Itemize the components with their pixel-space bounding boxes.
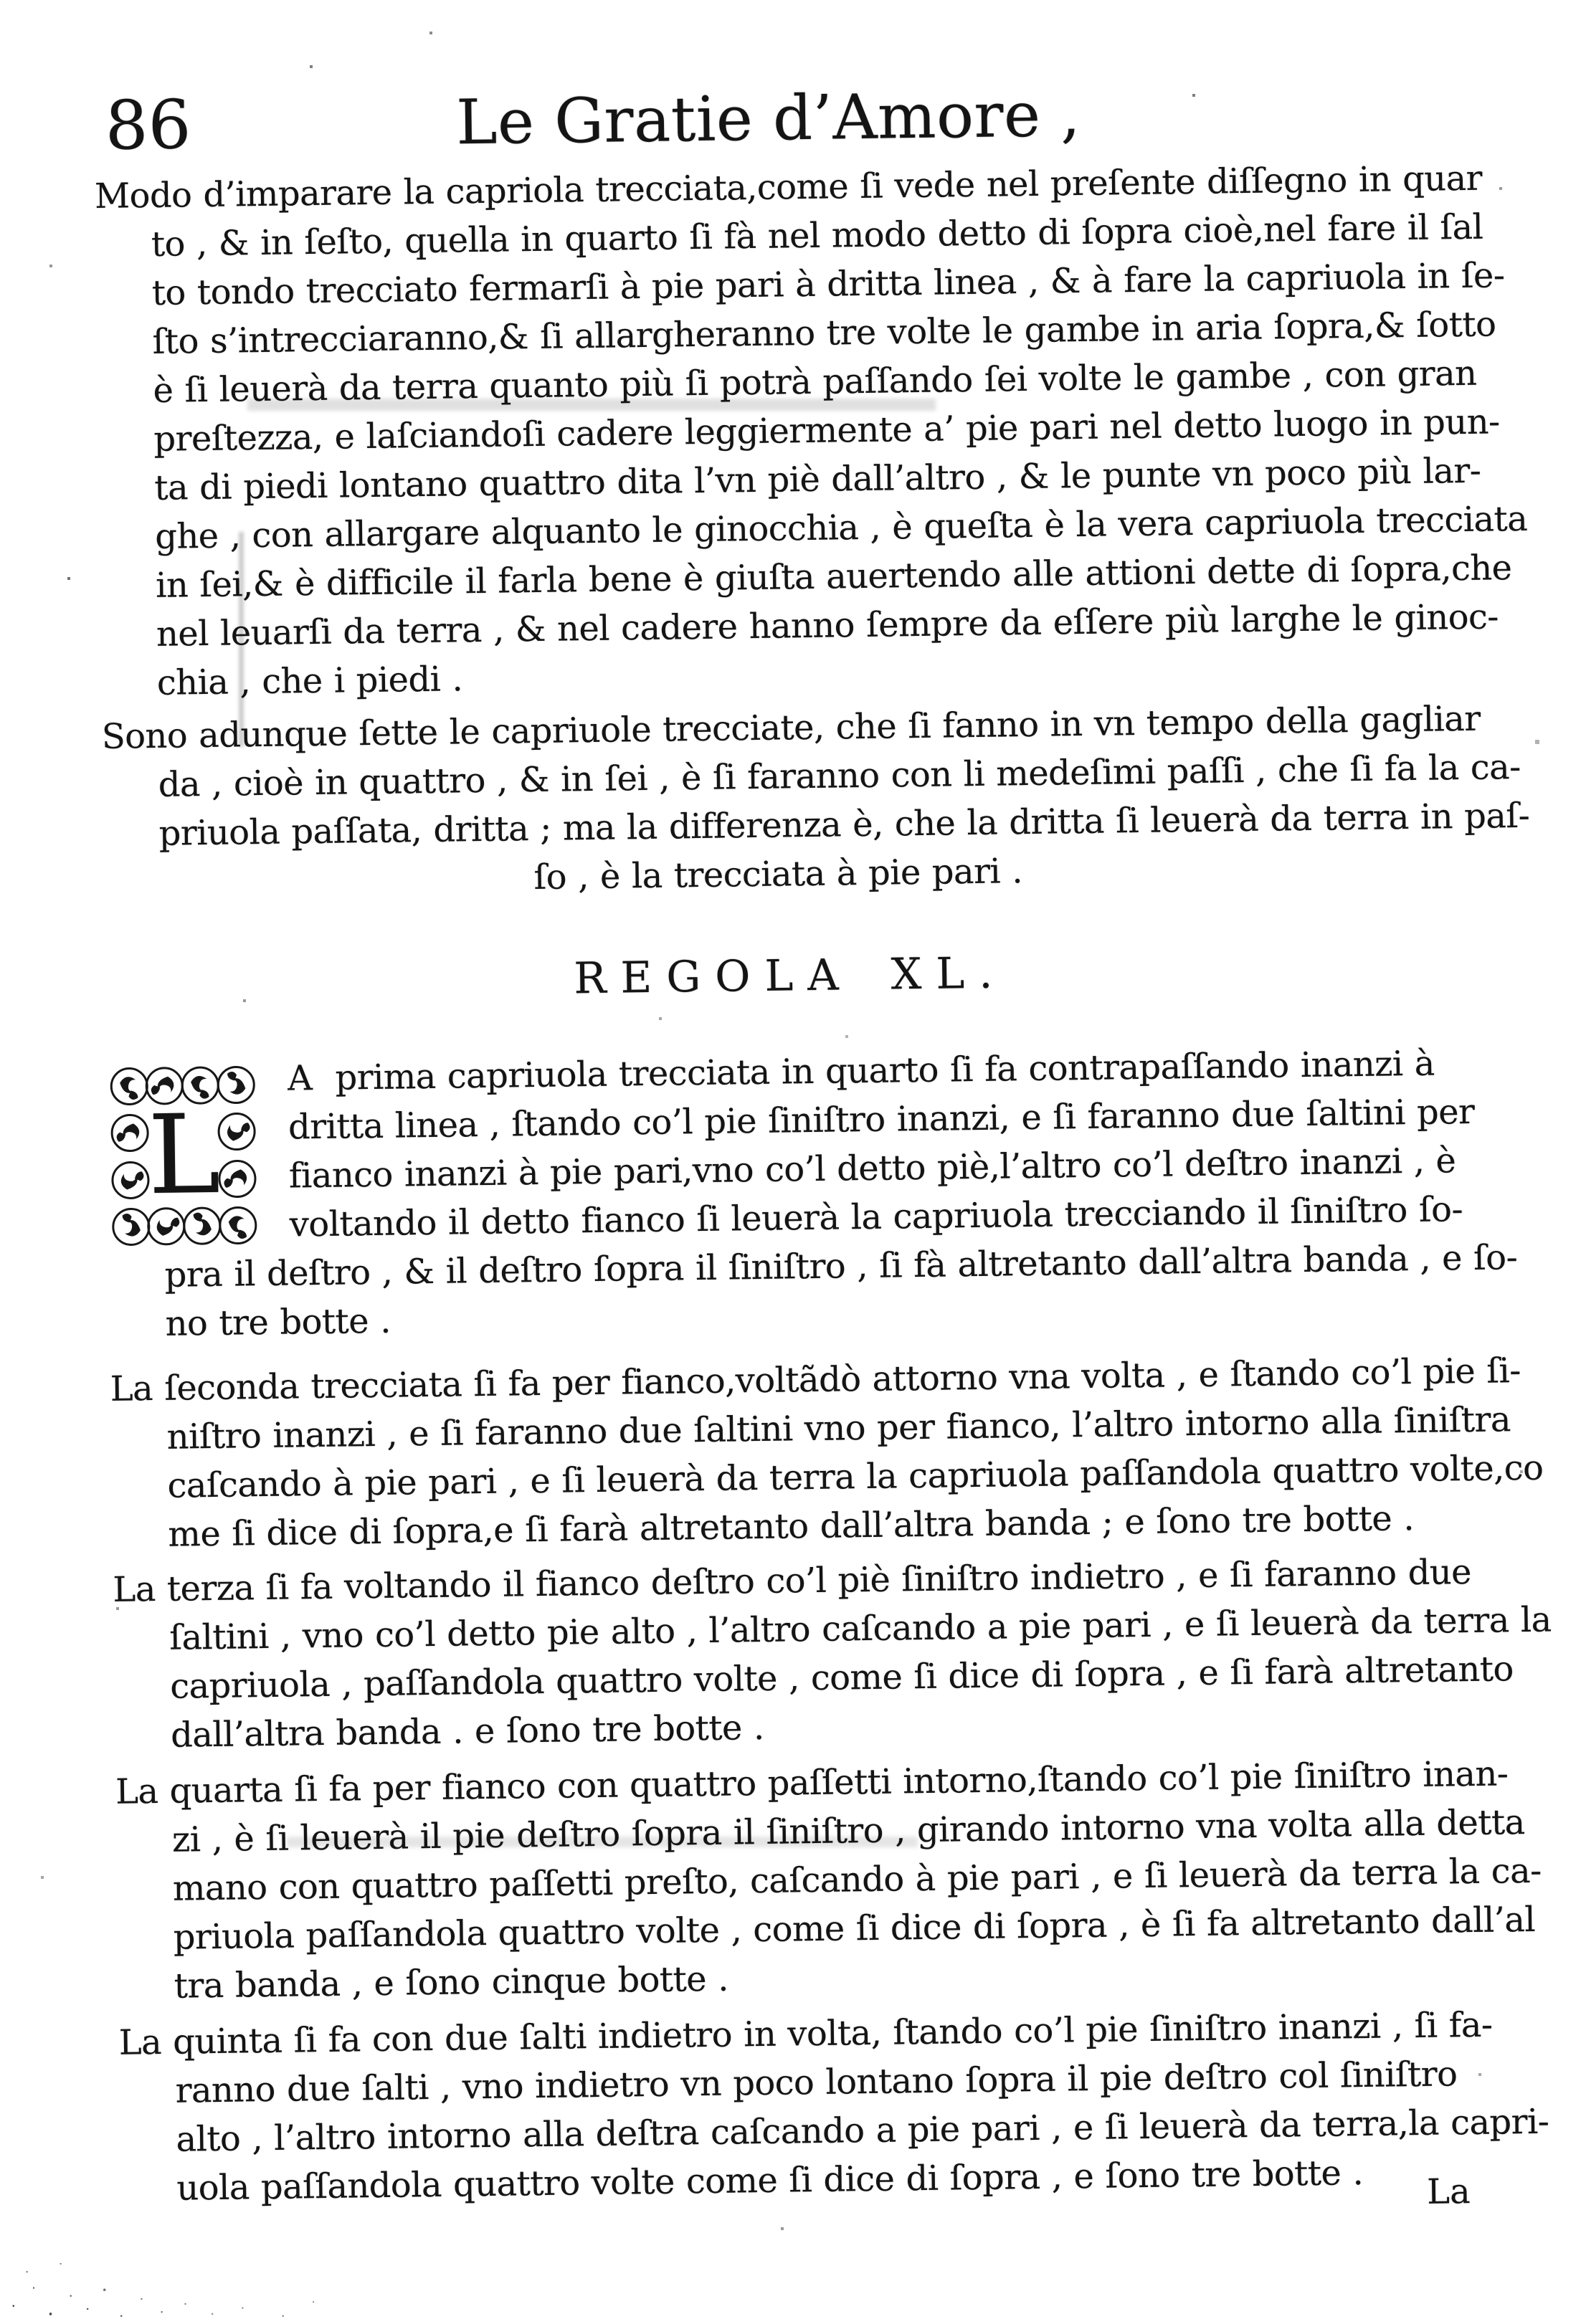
text-line: ranno due ſalti , vno indietro vn poco lontano ſopra il pie deſtro col ſiniſtro xyxy=(175,2054,1458,2111)
paragraph-quarta xyxy=(115,1749,1542,2011)
catchword: La xyxy=(1426,2171,1471,2212)
page-header xyxy=(93,67,1494,169)
paragraph-terza xyxy=(113,1547,1552,1761)
text-line: in ſei,& è difficile il farla bene è giuſta auertendo alle attioni dette di ſopra,che xyxy=(155,548,1512,606)
text-line: uola paſſandola quattro volte come ſi dice di ſopra , e ſono tre botte . xyxy=(176,2153,1364,2209)
paragraph-quinta xyxy=(118,2000,1549,2214)
text-line: priuola paſſandola quattro volte , come ſi dice di ſopra , è ſi fa altretanto dall’al xyxy=(173,1899,1536,1958)
text-line: La quarta ſi fa per fianco con quattro paſſetti intorno,ſtando co’l pie ſiniſtro inan- xyxy=(115,1753,1509,1812)
page-number: 86 xyxy=(105,86,192,166)
running-title: Le Gratie d’Amore , xyxy=(455,78,1081,159)
text-line: A prima capriuola trecciata in quarto ſi fa contrapaſſando inanzi à xyxy=(287,1043,1435,1099)
text-line: priuola paſſata, dritta ; ma la differenza è, che la dritta ſi leuerà da terra in paſ- xyxy=(158,795,1530,854)
text-line: niſtro inanzi , e ſi faranno due ſaltini vno per fianco, l’altro intorno alla ſiniſtra xyxy=(166,1399,1511,1457)
scan-noise xyxy=(0,2224,337,2324)
text-line: è ſi leuerà da terra quanto più ſi potrà paſſando ſei volte le gambe , con gran xyxy=(153,353,1477,411)
text-line: da , cioè in quattro , & in ſei , è ſi faranno con li medeſimi paſſi , che ſi fa la ca- xyxy=(158,747,1521,805)
scan-smudge xyxy=(247,399,936,411)
section-heading-regola-xl: REGOLA XL. xyxy=(573,948,1007,1004)
text-line: tra banda , e ſono cinque botte . xyxy=(174,1958,729,2006)
text-line: ghe , con allargare alquanto le ginocchia , è queſta è la vera capriuola trecciata xyxy=(154,498,1528,557)
text-line: ſto s’intrecciaranno,& ſi allargheranno tre volte le gambe in aria ſopra,& ſotto xyxy=(152,304,1496,362)
text-line: ſo , è la trecciata à pie pari . xyxy=(533,851,1023,898)
text-line: preſtezza, e laſciandoſi cadere leggiermente a’ pie pari nel detto luogo in pun- xyxy=(153,401,1500,459)
text-line: fianco inanzi à pie pari,vno co’l detto piè,l’altro co’l deſtro inanzi , è xyxy=(288,1140,1456,1196)
text-line: chia , che i piedi . xyxy=(156,659,463,703)
decorated-initial xyxy=(109,1065,259,1247)
text-line: zi , è ſi leuerà il pie deſtro ſopra il ſiniſtro , girando intorno vna volta alla detta xyxy=(171,1802,1525,1860)
drop-cap-letter: L xyxy=(147,1090,221,1219)
text-line: mano con quattro paſſetti preſto, caſcando à pie pari , e ſi leuerà da terra la ca- xyxy=(172,1850,1542,1909)
text-line: voltando il detto fianco ſi leuerà la capriuola trecciando il ſiniſtro ſo- xyxy=(289,1189,1463,1245)
paragraph-seconda-trecciata xyxy=(110,1346,1544,1560)
text-line: Sono adunque ſette le capriuole trecciate, che ſi fanno in vn tempo della gagliar xyxy=(101,698,1481,757)
text-line: caſcando à pie pari , e ſi leuerà da terra la capriuola paſſandola quattro volte,co xyxy=(167,1447,1544,1506)
text-line: me ſi dice di ſopra,e ſi farà altretanto dall’altra banda ; e ſono tre botte . xyxy=(168,1498,1415,1555)
paragraph-lines xyxy=(106,1038,1518,1349)
paragraph-prima-capriuola xyxy=(106,1038,1518,1349)
text-line: alto , l’altro intorno alla deſtra caſcando a pie pari , e ſi leuerà da terra,la capri- xyxy=(176,2101,1549,2160)
text-line: ta di piedi lontano quattro dita l’vn piè dall’altro , & le punte vn poco più lar- xyxy=(153,450,1481,508)
scan-smudge xyxy=(287,1837,918,1847)
text-line: to tondo trecciato fermarſi à pie pari à dritta linea , & à fare la capriuola in ſe- xyxy=(151,255,1505,313)
text-line: no tre botte . xyxy=(165,1300,391,1344)
paragraph-modo-imparare xyxy=(94,153,1528,708)
paragraph-sono-adunque xyxy=(101,694,1530,908)
text-line: pra il deſtro , & il deſtro ſopra il ſiniſtro , ſi fà altretanto dall’altra banda , e ſo- xyxy=(164,1237,1518,1295)
text-block xyxy=(93,67,1552,2213)
text-line: to , & in ſeſto, quella in quarto ſi fà nel modo detto di ſopra cioè,nel fare il ſal xyxy=(151,206,1483,265)
text-line: La quinta ſi fa con due ſalti indietro in volta, ſtando co’l pie ſiniſtro inanzi , ſi fa- xyxy=(118,2004,1493,2063)
text-line: La terza ſi fa voltando il fianco deſtro co’l piè ſiniſtro indietro , e ſi faranno due xyxy=(113,1552,1472,1610)
text-line: La ſeconda trecciata ſi fa per fianco,voltãdò attorno vna volta , e ſtando co’l pie ſi- xyxy=(110,1351,1521,1409)
text-line: nel leuarſi da terra , & nel cadere hanno ſempre da eſſere più larghe le ginoc- xyxy=(156,596,1499,654)
scan-streak xyxy=(239,532,244,747)
text-line: dall’altra banda . e ſono tre botte . xyxy=(170,1707,764,1756)
scan-speckles xyxy=(0,0,1,1)
text-line: ſaltini , vno co’l detto pie alto , l’altro caſcando a pie pari , e ſi leuerà da terra la xyxy=(168,1599,1552,1658)
text-line: Modo d’imparare la capriola trecciata,come ſi vede nel preſente diſſegno in quar xyxy=(94,158,1483,216)
text-line: dritta linea , ſtando co’l pie ſiniſtro inanzi, e ſi faranno due ſaltini per xyxy=(288,1091,1475,1148)
text-line: capriuola , paſſandola quattro volte , come ſi dice di ſopra , e ſi farà altretanto xyxy=(169,1649,1514,1707)
